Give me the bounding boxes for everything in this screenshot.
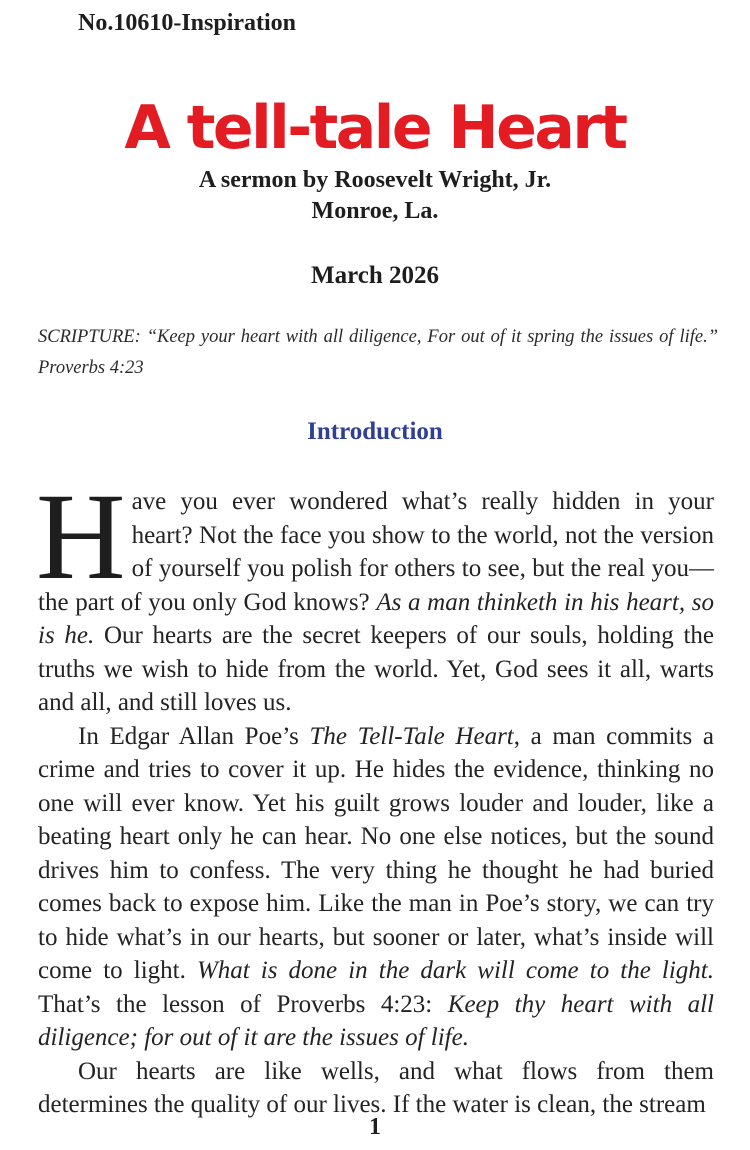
italic-quote: What is done in the dark will come to the light. [196,957,714,984]
paragraph-text: , a man commits a crime and tries to cover it up. He hides the evidence, thinking no one will ever know. Yet his guilt grows louder and louder, like a beating heart only he can hear. No one else notices, but the sound drives him to confess. The very thing he thought he had buried comes back to expose him. Like the man in Poe’s story, we can try to hide what’s in our hearts, but sooner or later, what’s inside will come to light. [38,722,714,984]
paragraph-text: That’s the lesson of Proverbs 4:23: [38,990,448,1018]
italic-quote: As a man thinketh in his heart, so is he. [38,588,714,649]
paragraph-text: ave you ever wondered what’s really hidden in your heart? Not the face you show to the world, not the version of yourself you polish for others to see, but the real you—the part of you only God knows? [38,488,714,616]
paragraph-text: In Edgar Allan Poe’s [78,722,310,750]
author-byline: A sermon by Roosevelt Wright, Jr. [198,167,552,193]
author-location: Monroe, La. [311,198,439,224]
book-title: The Tell-Tale Heart [309,722,514,750]
paragraph-text: Our hearts are like wells, and what flows from them determines the quality of our lives. If the water is clean, the stream [38,1057,714,1118]
paragraph-1 [36,468,714,720]
drop-cap: H [36,468,126,605]
section-heading-introduction: Introduction [307,418,443,445]
document-number: No.10610-Inspiration [78,10,297,36]
sermon-date: March 2026 [311,262,439,289]
italic-quote: Keep thy heart with all diligence; for out of it are the issues of life. [38,990,714,1051]
paragraph-text: Our hearts are the secret keepers of our souls, holding the truths we wish to hide from the world. Yet, God sees it all, warts and all, and still loves us. [38,622,714,716]
paragraph-3 [38,1055,714,1122]
body-text [36,468,714,1122]
sermon-title: A tell-tale Heart [124,93,626,163]
scripture-reference: SCRIPTURE: “Keep your heart with all diligence, For out of it spring the issues of life.” Proverbs 4:23 [38,327,718,378]
page-number: 1 [369,1114,381,1140]
paragraph-2 [38,720,714,1055]
